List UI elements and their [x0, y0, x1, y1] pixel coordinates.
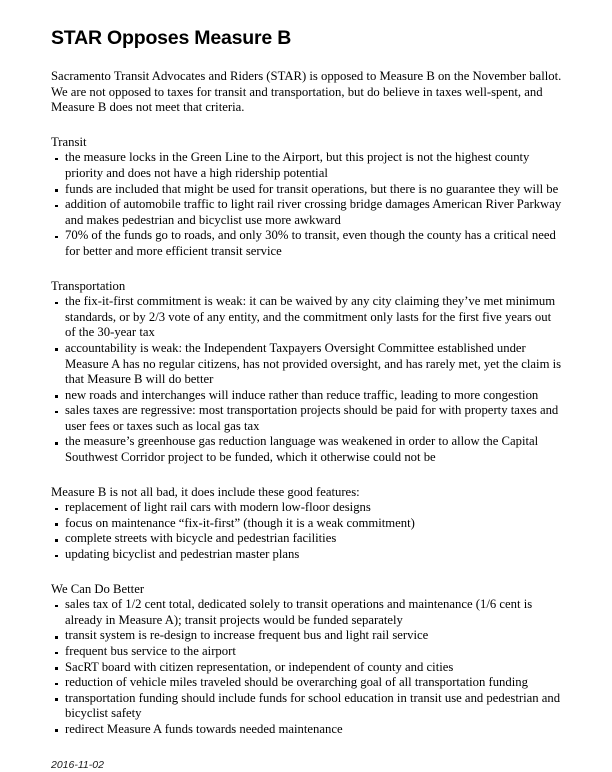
list-item: replacement of light rail cars with modern low-floor designs — [51, 500, 562, 516]
section-heading: Transportation — [51, 278, 126, 293]
list-item: accountability is weak: the Independent Taxpayers Oversight Committee established under Measure A has no regular citizens, has not provided oversight, and has rarely met, yet the claim is that Measure B will do better — [51, 341, 562, 388]
list-item: redirect Measure A funds towards needed maintenance — [51, 722, 562, 738]
list-item: updating bicyclist and pedestrian master plans — [51, 547, 562, 563]
list-item: 70% of the funds go to roads, and only 30% to transit, even though the county has a critical need for better and more efficient transit service — [51, 228, 562, 259]
list-item: funds are included that might be used for transit operations, but there is no guarantee they will be — [51, 182, 562, 198]
list-item: complete streets with bicycle and pedestrian facilities — [51, 531, 562, 547]
list-item: new roads and interchanges will induce rather than reduce traffic, leading to more congestion — [51, 388, 562, 404]
list-item: focus on maintenance “fix-it-first” (though it is a weak commitment) — [51, 516, 562, 532]
intro-paragraph: Sacramento Transit Advocates and Riders (STAR) is opposed to Measure B on the November ballot. We are not opposed to taxes for transit and transportation, but do believe in taxes well-spent, and Measure B does not meet that criteria. — [51, 69, 562, 115]
list-item: addition of automobile traffic to light rail river crossing bridge damages American River Parkway and makes pedestrian and bicyclist use more awkward — [51, 197, 562, 228]
bullet-list — [51, 500, 562, 562]
document-section — [51, 582, 562, 738]
list-item: the measure’s greenhouse gas reduction language was weakened in order to allow the Capital Southwest Corridor project to be funded, which it otherwise could not be — [51, 434, 562, 465]
list-item: sales tax of 1/2 cent total, dedicated solely to transit operations and maintenance (1/6 cent is already in Measure A); transit projects would be funded separately — [51, 597, 562, 628]
list-item: SacRT board with citizen representation, or independent of county and cities — [51, 660, 562, 676]
list-item: transit system is re-design to increase frequent bus and light rail service — [51, 628, 562, 644]
list-item: reduction of vehicle miles traveled should be overarching goal of all transportation funding — [51, 675, 562, 691]
section-heading: We Can Do Better — [51, 581, 145, 596]
bullet-list — [51, 294, 562, 466]
bullet-list — [51, 150, 562, 259]
sections-container — [51, 135, 562, 738]
document-section — [51, 485, 562, 563]
list-item: the fix-it-first commitment is weak: it can be waived by any city claiming they’ve met minimum standards, or by 2/3 vote of any entity, and the commitment only lasts for the first five years out of the 30-year tax — [51, 294, 562, 341]
list-item: transportation funding should include funds for school education in transit use and pedestrian and bicyclist safety — [51, 691, 562, 722]
list-item: the measure locks in the Green Line to the Airport, but this project is not the highest county priority and does not have a high ridership potential — [51, 150, 562, 181]
document-section — [51, 279, 562, 466]
document-date: 2016-11-02 — [51, 758, 104, 771]
section-heading: Transit — [51, 134, 87, 149]
section-heading: Measure B is not all bad, it does include these good features: — [51, 484, 360, 499]
document-section — [51, 135, 562, 260]
bullet-list — [51, 597, 562, 737]
page-title: STAR Opposes Measure B — [51, 27, 292, 49]
list-item: sales taxes are regressive: most transportation projects should be paid for with property taxes and user fees or taxes such as local gas tax — [51, 403, 562, 434]
list-item: frequent bus service to the airport — [51, 644, 562, 660]
